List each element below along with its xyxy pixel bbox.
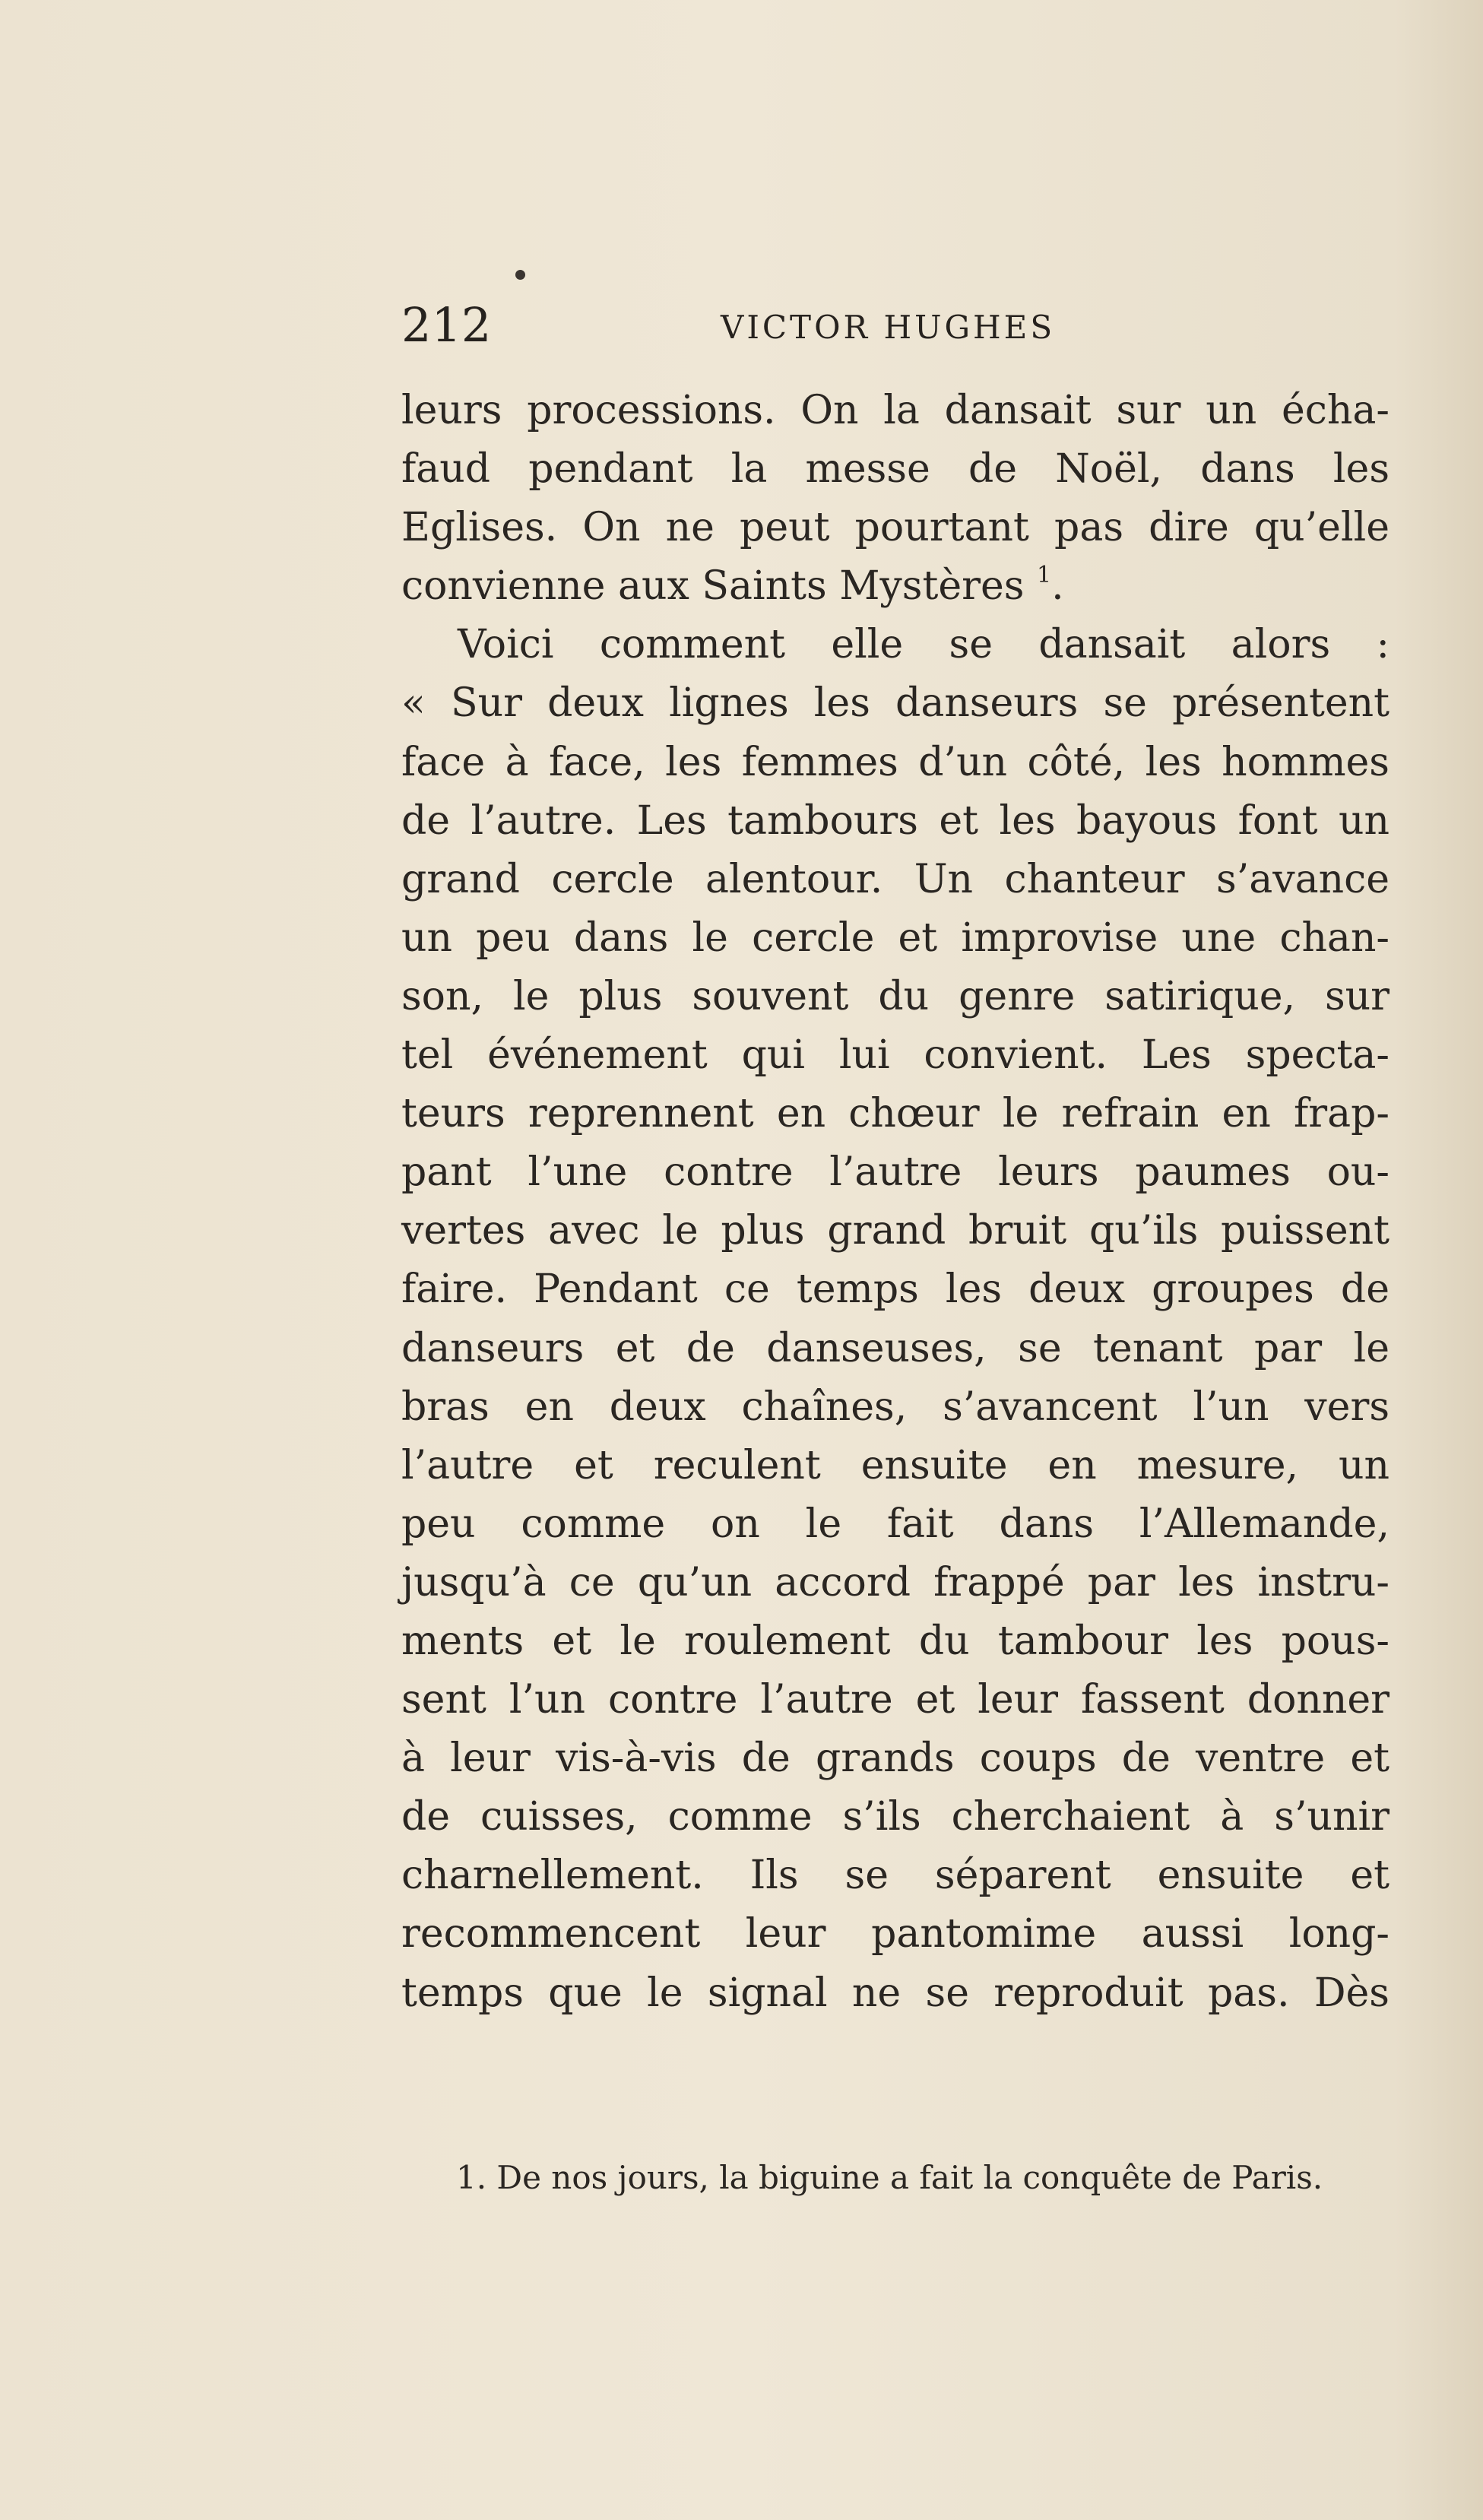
text-line: sent l’un contre l’autre et leur fassent donner (401, 1677, 1390, 1723)
text-line: ments et le roulement du tambour les pous- (401, 1618, 1390, 1664)
running-title: VICTOR HUGHES (721, 309, 1056, 346)
text-line: tel événement qui lui convient. Les specta- (401, 1032, 1390, 1079)
text-line: temps que le signal ne se reproduit pas. Dès (401, 1970, 1390, 2016)
text-line: « Sur deux lignes les danseurs se présentent (401, 680, 1390, 727)
text-line: à leur vis-à-vis de grands coups de ventre et (401, 1735, 1390, 1782)
text-line: teurs reprennent en chœur le refrain en frap- (401, 1091, 1390, 1137)
sentence-period: . (1051, 563, 1064, 610)
text-line: face à face, les femmes d’un côté, les hommes (401, 739, 1390, 785)
text-line: faire. Pendant ce temps les deux groupes de (401, 1266, 1390, 1313)
text-line: pant l’une contre l’autre leurs paumes ou- (401, 1149, 1390, 1196)
footnote: 1. De nos jours, la biguine a fait la conquête de Paris. (456, 2159, 1323, 2196)
text-line: Voici comment elle se dansait alors : (458, 622, 1390, 668)
text-line: grand cercle alentour. Un chanteur s’avance (401, 856, 1390, 902)
text-line-words: convienne aux Saints Mystères (401, 563, 1025, 610)
text-line: vertes avec le plus grand bruit qu’ils puissent (401, 1208, 1390, 1254)
text-line: Eglises. On ne peut pourtant pas dire qu’elle (401, 505, 1390, 551)
page-number: 212 (401, 297, 492, 353)
text-line: de cuisses, comme s’ils cherchaient à s’unir (401, 1794, 1390, 1840)
text-line: son, le plus souvent du genre satirique, sur (401, 973, 1390, 1019)
text-line: danseurs et de danseuses, se tenant par le (401, 1325, 1390, 1371)
text-line: leurs processions. On la dansait sur un écha- (401, 388, 1390, 433)
text-line: peu comme on le fait dans l’Allemande, (401, 1501, 1390, 1547)
printer-mark-dot (515, 270, 525, 280)
text-line: faud pendant la messe de Noël, dans les (401, 446, 1390, 493)
text-line: recommencent leur pantomime aussi long- (401, 1911, 1390, 1957)
page-header (401, 295, 1390, 356)
text-line: charnellement. Ils se séparent ensuite et (401, 1853, 1390, 1899)
footnote-marker: 1 (1037, 562, 1052, 589)
text-line: jusqu’à ce qu’un accord frappé par les instru- (401, 1559, 1390, 1606)
text-line: l’autre et reculent ensuite en mesure, un (401, 1442, 1390, 1488)
text-line: bras en deux chaînes, s’avancent l’un vers (401, 1384, 1390, 1430)
text-line: un peu dans le cercle et improvise une chan- (401, 914, 1390, 961)
body-text (401, 382, 1390, 2023)
text-line (401, 557, 1390, 616)
text-line: de l’autre. Les tambours et les bayous font un (401, 797, 1390, 844)
